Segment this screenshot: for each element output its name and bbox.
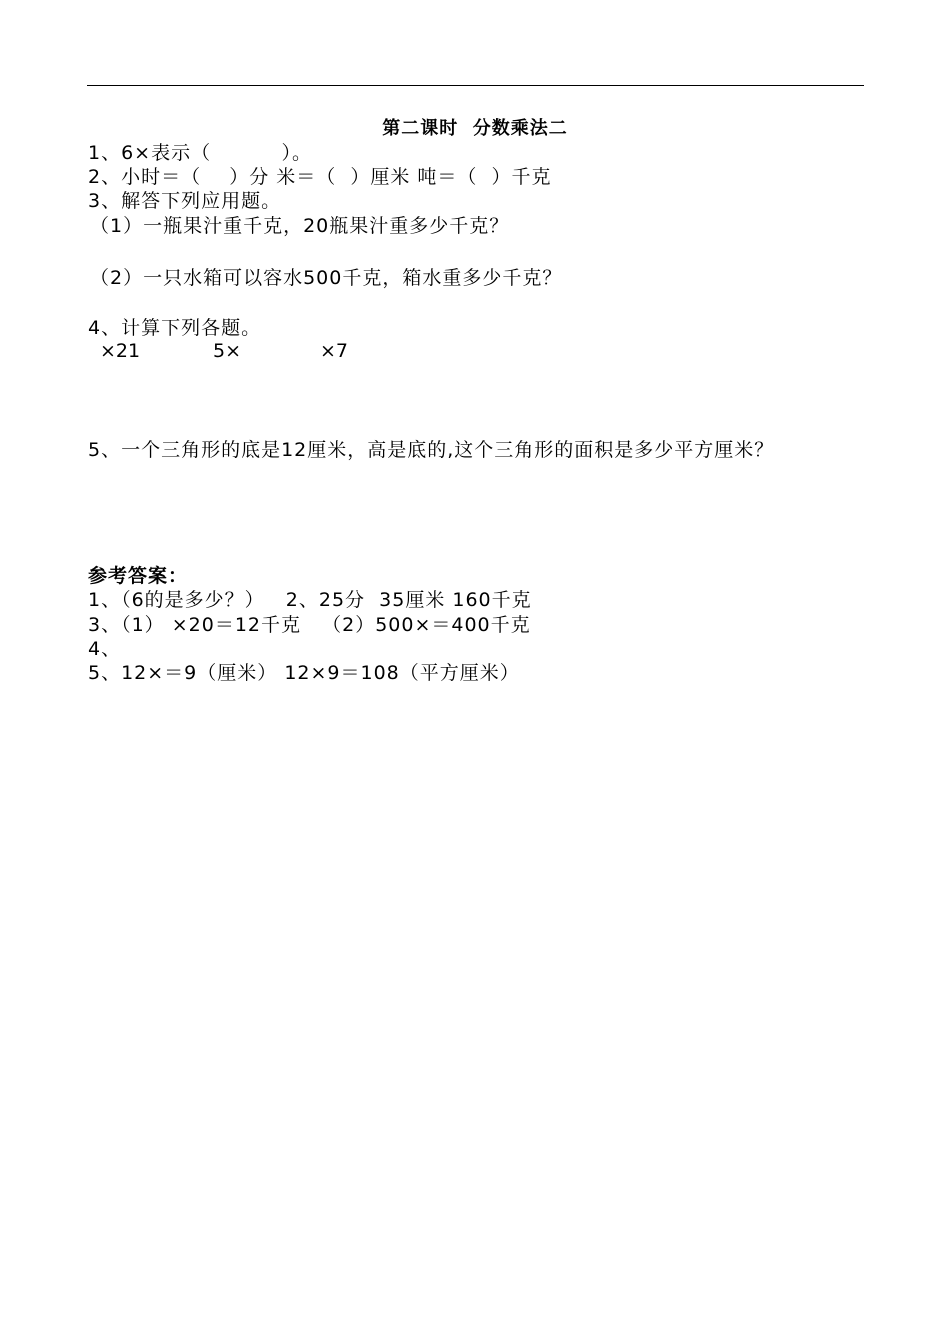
question-3-2: （2）一只水箱可以容水500千克，箱水重多少千克？ bbox=[90, 267, 563, 289]
calc-item-1: ×21 bbox=[100, 340, 141, 362]
question-5: 5、一个三角形的底是12厘米，高是底的,这个三角形的面积是多少平方厘米？ bbox=[88, 439, 775, 461]
question-1: 1、6×表示（ ）。 bbox=[88, 142, 312, 164]
calc-row bbox=[0, 339, 950, 365]
question-3-1: （1）一瓶果汁重千克，20瓶果汁重多少千克？ bbox=[90, 215, 510, 237]
calc-item-2: 5× bbox=[213, 340, 242, 362]
answers-heading: 参考答案： bbox=[88, 565, 189, 587]
question-2: 2、小时＝（ ）分 米＝（ ）厘米 吨＝（ ）千克 bbox=[88, 166, 552, 188]
calc-item-3: ×7 bbox=[320, 340, 349, 362]
answer-4: 4、 bbox=[88, 638, 122, 660]
header-rule bbox=[87, 85, 864, 86]
question-3: 3、解答下列应用题。 bbox=[88, 190, 282, 212]
question-4: 4、计算下列各题。 bbox=[88, 317, 262, 339]
answer-5: 5、12×＝9（厘米） 12×9＝108（平方厘米） bbox=[88, 662, 520, 684]
page-title: 第二课时 分数乘法二 bbox=[382, 118, 568, 139]
answer-3: 3、（1） ×20＝12千克 （2）500×＝400千克 bbox=[88, 614, 531, 636]
answer-1-2: 1、（6的是多少？） 2、25分 35厘米 160千克 bbox=[88, 589, 532, 611]
